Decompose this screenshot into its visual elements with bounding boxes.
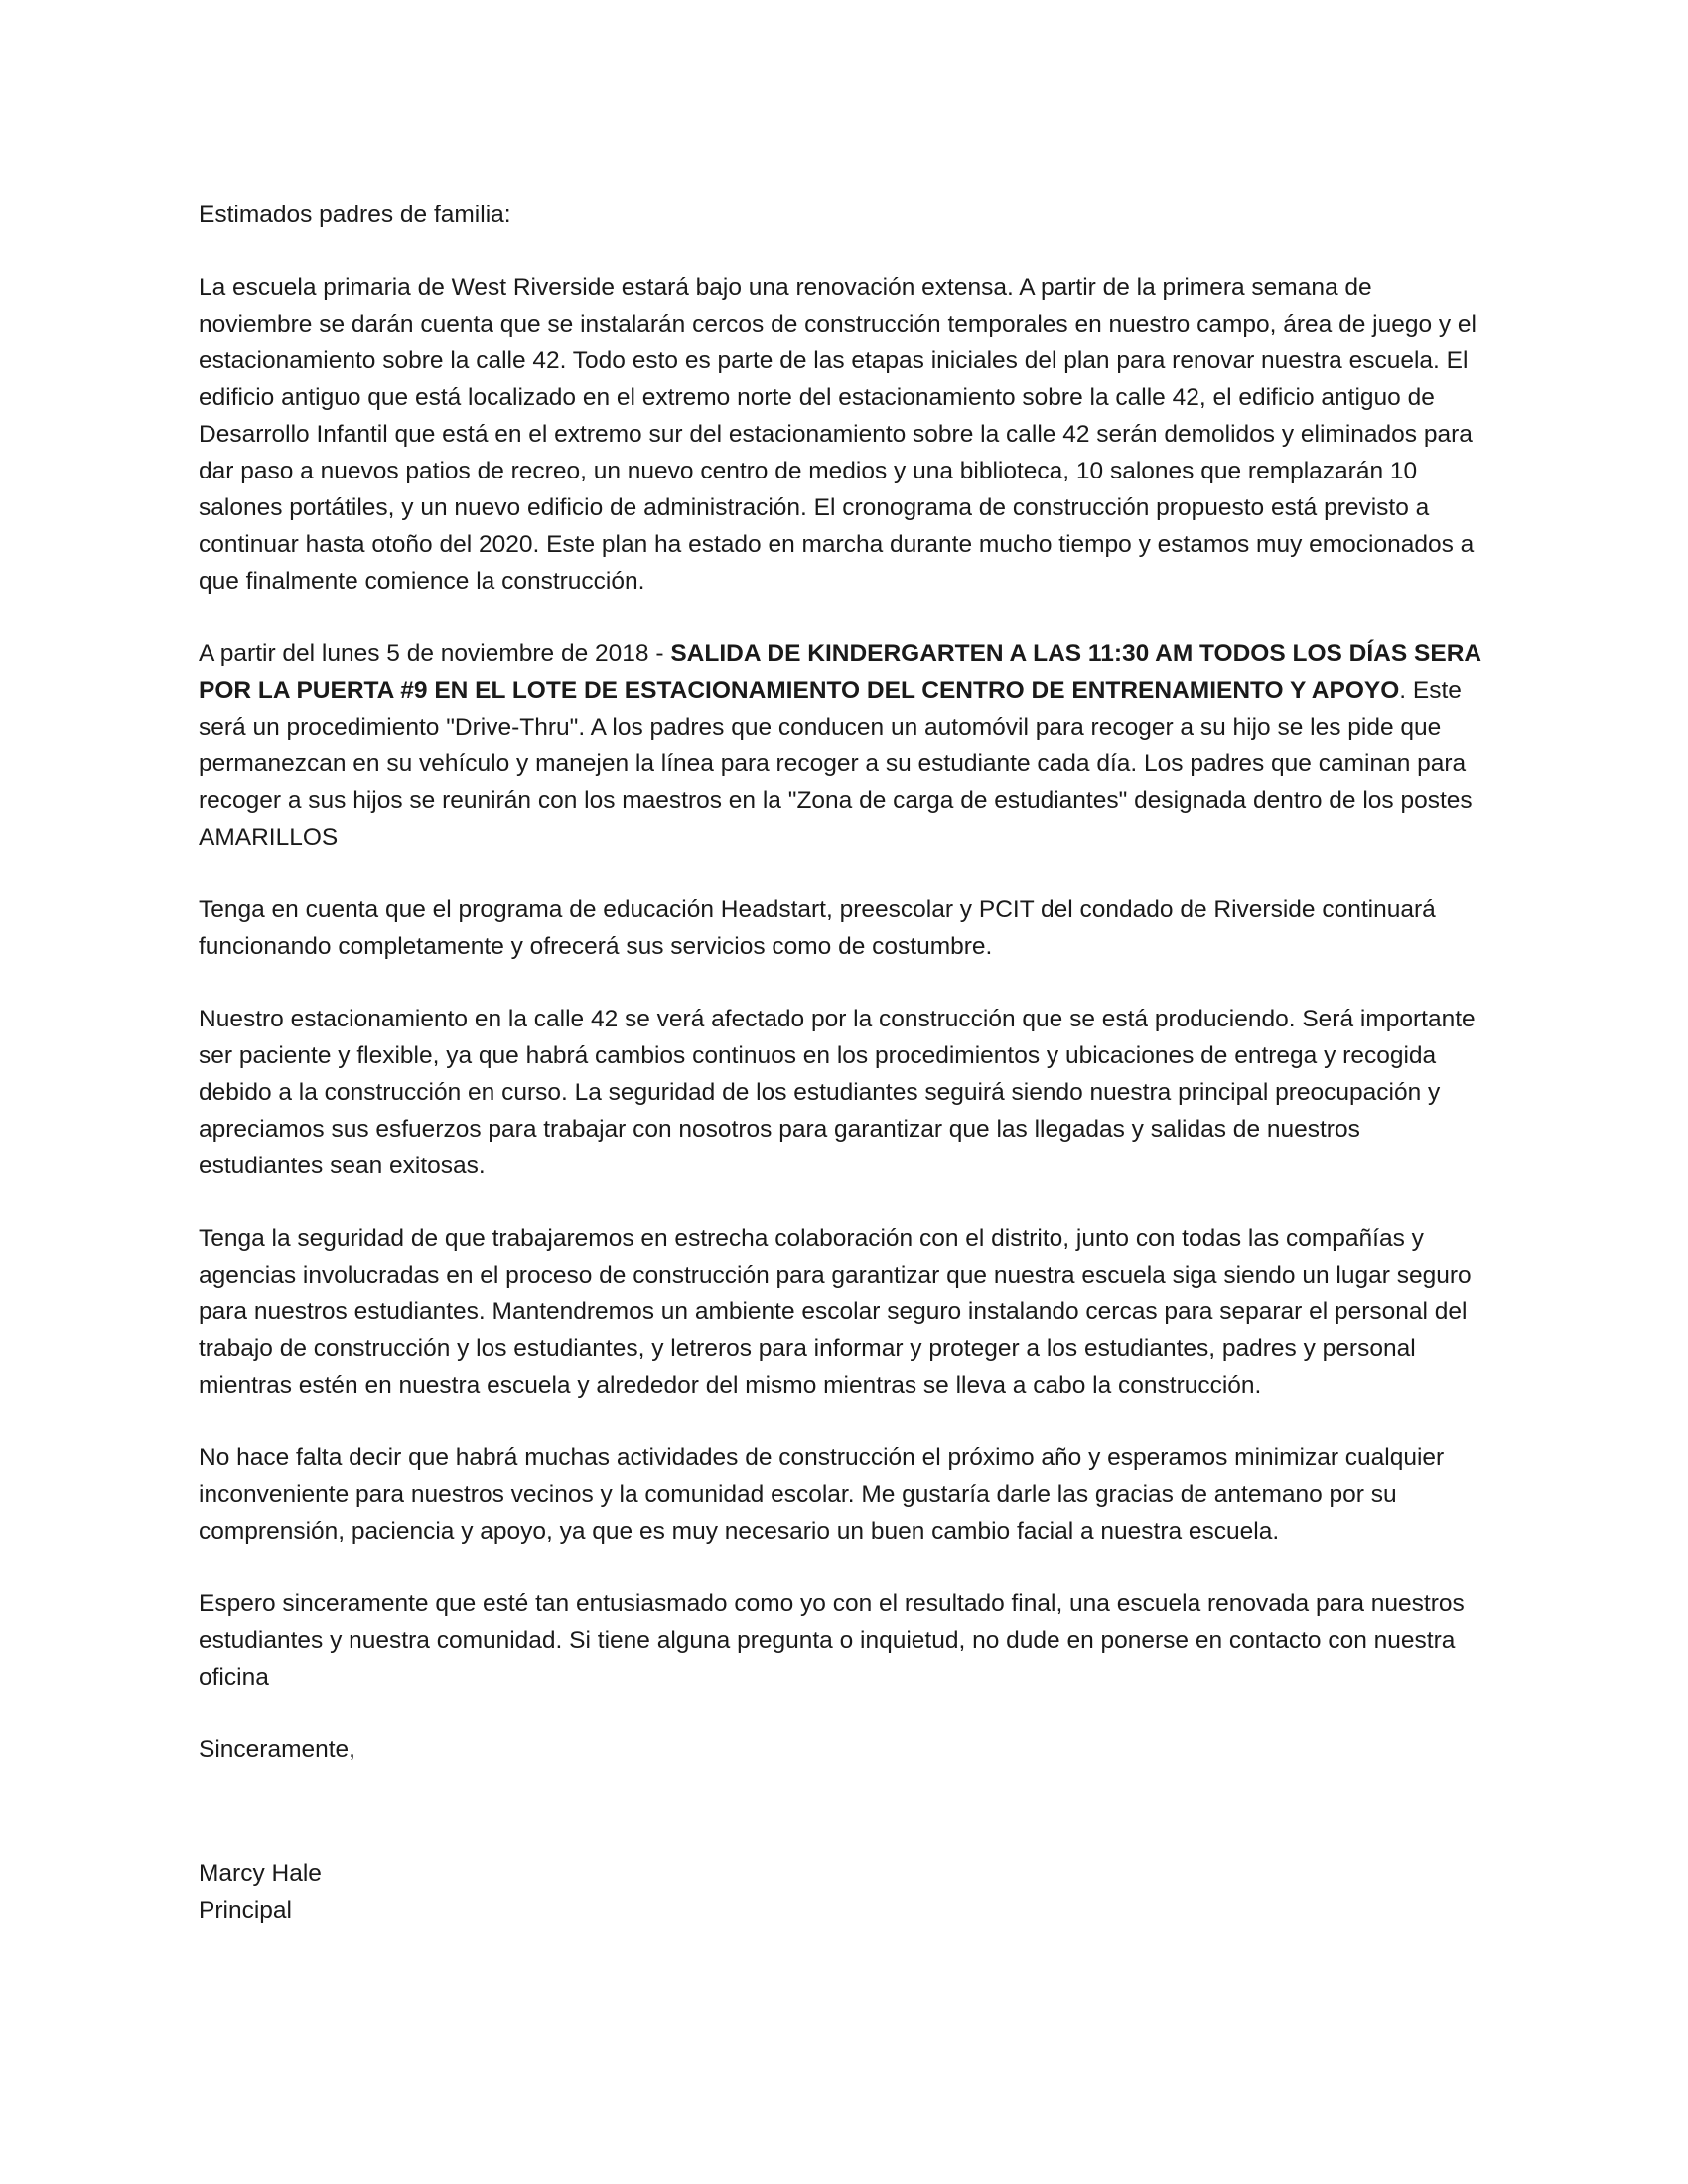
paragraph-kindergarten-dismissal [199, 635, 1489, 856]
letter-closing: Sinceramente, [199, 1736, 355, 1763]
letter-body [199, 197, 1489, 1929]
signer-name: Marcy Hale [199, 1860, 322, 1887]
paragraph-renovation: La escuela primaria de West Riverside estará bajo una renovación extensa. A partir de la primera semana de noviembre se darán cuenta que se instalarán cercos de construcción temporales en nuestro campo, área de juego y el estacionamiento sobre la calle 42. Todo esto es parte de las etapas iniciales del plan para renovar nuestra escuela. El edificio antiguo que está localizado en el extremo norte del estacionamiento sobre la calle 42, el edificio antiguo de Desarrollo Infantil que está en el extremo sur del estacionamiento sobre la calle 42 serán demolidos y eliminados para dar paso a nuevos patios de recreo, un nuevo centro de medios y una biblioteca, 10 salones que remplazarán 10 salones portátiles, y un nuevo edificio de administración. El cronograma de construcción propuesto está previsto a continuar hasta otoño del 2020. Este plan ha estado en marcha durante mucho tiempo y estamos muy emocionados a que finalmente comience la construcción. [199, 274, 1477, 595]
paragraph-safety: Tenga la seguridad de que trabajaremos en estrecha colaboración con el distrito, junto con todas las compañías y agencias involucradas en el proceso de construcción para garantizar que nuestra escuela siga siendo un lugar seguro para nuestros estudiantes. Mantendremos un ambiente escolar seguro instalando cercas para separar el personal del trabajo de construcción y los estudiantes, y letreros para informar y proteger a los estudiantes, padres y personal mientras estén en nuestra escuela y alrededor del mismo mientras se lleva a cabo la construcción. [199, 1225, 1472, 1399]
paragraph-parking: Nuestro estacionamiento en la calle 42 se verá afectado por la construcción que se está produciendo. Será importante ser paciente y flexible, ya que habrá cambios continuos en los procedimientos y ubicaciones de entrega y recogida debido a la construcción en curso. La seguridad de los estudiantes seguirá siendo nuestra principal preocupación y apreciamos sus esfuerzos para trabajar con nosotros para garantizar que las llegadas y salidas de nuestros estudiantes sean exitosas. [199, 1006, 1476, 1179]
letter-greeting: Estimados padres de familia: [199, 202, 511, 228]
dismissal-bold-notice: SALIDA DE KINDERGARTEN A LAS 11:30 AM TODOS LOS DÍAS SERA POR LA PUERTA #9 EN EL LOTE DE ESTACIONAMIENTO DEL CENTRO DE ENTRENAMIENTO Y APOYO [199, 640, 1481, 704]
dismissal-details-text: . Este será un procedimiento "Drive-Thru". A los padres que conducen un automóvil para recoger a su hijo se les pide que permanezcan en su vehículo y manejen la línea para recoger a su estudiante cada día. Los padres que caminan para recoger a sus hijos se reunirán con los maestros en la "Zona de carga de estudiantes" designada dentro de los postes AMARILLOS [199, 677, 1473, 851]
paragraph-contact: Espero sinceramente que esté tan entusiasmado como yo con el resultado final, una escuela renovada para nuestros estudiantes y nuestra comunidad. Si tiene alguna pregunta o inquietud, no dude en ponerse en contacto con nuestra oficina [199, 1590, 1465, 1691]
paragraph-headstart: Tenga en cuenta que el programa de educación Headstart, preescolar y PCIT del condado de Riverside continuará funcionando completamente y ofrecerá sus servicios como de costumbre. [199, 896, 1436, 960]
signer-title: Principal [199, 1897, 292, 1924]
paragraph-construction-year: No hace falta decir que habrá muchas actividades de construcción el próximo año y esperamos minimizar cualquier inconveniente para nuestros vecinos y la comunidad escolar. Me gustaría darle las gracias de antemano por su comprensión, paciencia y apoyo, ya que es muy necesario un buen cambio facial a nuestra escuela. [199, 1444, 1445, 1545]
dismissal-intro-text: A partir del lunes 5 de noviembre de 2018 - [199, 640, 671, 667]
